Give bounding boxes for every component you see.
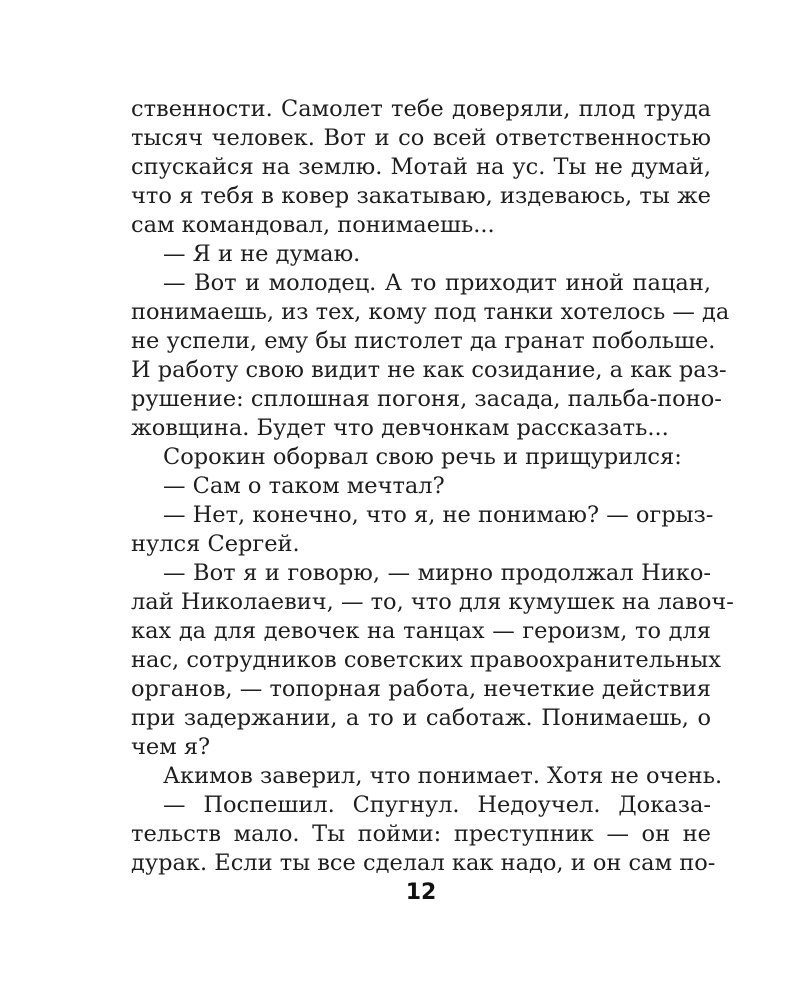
text-line: ственности. Самолет тебе доверяли, плод труда [131,96,711,122]
text-line: рушение: сплошная погоня, засада, пальба-поно- [131,386,722,412]
text-line: Акимов заверил, что понимает. Хотя не очень. [163,763,723,789]
text-line: — Вот и молодец. А то приходит иной пацан, [163,270,711,296]
text-line: жовщина. Будет что девчонкам рассказать... [131,415,669,441]
text-line: — Нет, конечно, что я, не понимаю? — огрыз- [163,502,714,528]
text-line: сам командовал, понимаешь... [131,212,495,238]
text-line: тельств мало. Ты пойми: преступник — он не [131,821,711,847]
page-number: 12 [405,880,437,905]
text-line: дурак. Если ты все сделал как надо, и он сам по- [131,850,716,876]
text-line: ках да для девочек на танцах — героизм, то для [131,618,711,644]
text-line: чем я? [131,734,211,760]
text-line: тысяч человек. Вот и со всей ответственностью [131,125,711,151]
text-line: органов, — топорная работа, нечеткие действия [131,676,711,702]
text-line: нас, сотрудников советских правоохранительных [131,647,721,673]
text-line: лай Николаевич, — то, что для кумушек на лавоч- [131,589,734,615]
text-line: И работу свою видит не как созидание, а как раз- [131,357,727,383]
text-line: — Я и не думаю. [163,241,361,267]
text-line: не успели, ему бы пистолет да гранат побольше. [131,328,716,354]
text-line: Сорокин оборвал свою речь и прищурился: [163,444,682,470]
body-text [131,95,734,878]
text-line: при задержании, а то и саботаж. Понимаешь, о [131,705,711,731]
text-line: — Вот я и говорю, — мирно продолжал Нико- [163,560,711,586]
text-line: спускайся на землю. Мотай на ус. Ты не думай, [131,154,711,180]
text-line: — Сам о таком мечтал? [163,473,445,499]
text-line: что я тебя в ковер закатываю, издеваюсь, ты же [131,183,711,209]
text-line: нулся Сергей. [131,531,300,557]
text-line: понимаешь, из тех, кому под танки хотелось — да [131,299,730,325]
text-line: — Поспешил. Спугнул. Недоучел. Доказа- [163,792,711,818]
